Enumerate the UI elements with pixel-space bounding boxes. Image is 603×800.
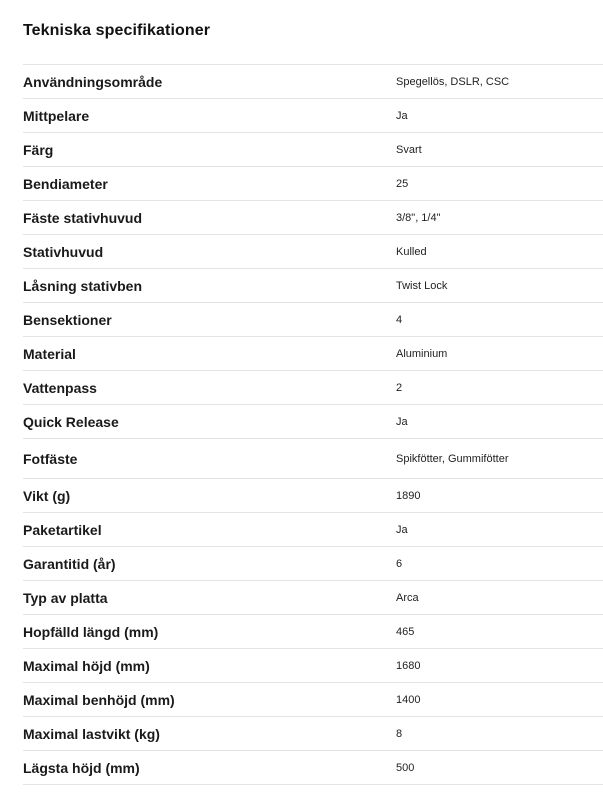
spec-label: Hopfälld längd (mm) — [23, 623, 159, 640]
spec-label: Maximal benhöjd (mm) — [23, 691, 175, 708]
spec-label: Paketartikel — [23, 521, 102, 538]
page-title: Tekniska specifikationer — [23, 22, 211, 40]
spec-label: Stativhuvud — [23, 243, 104, 260]
spec-row-garantitid — [23, 547, 603, 581]
spec-value: Svart — [396, 143, 422, 156]
spec-value: 465 — [396, 625, 415, 638]
spec-value: Kulled — [396, 245, 427, 258]
spec-row-maximal-benhojd — [23, 683, 603, 717]
spec-row-anvandningsomrade — [23, 65, 603, 99]
spec-label: Maximal lastvikt (kg) — [23, 725, 160, 742]
spec-row-lagsta-hojd — [23, 751, 603, 785]
spec-label: Låsning stativben — [23, 277, 143, 294]
spec-label: Quick Release — [23, 413, 119, 430]
spec-label: Material — [23, 345, 76, 362]
spec-row-vikt — [23, 479, 603, 513]
spec-row-maximal-lastvikt — [23, 717, 603, 751]
spec-row-vattenpass — [23, 371, 603, 405]
spec-value: Ja — [396, 109, 408, 122]
spec-label: Vattenpass — [23, 379, 97, 396]
spec-row-stativhuvud — [23, 235, 603, 269]
spec-label: Bendiameter — [23, 175, 108, 192]
spec-label: Garantitid (år) — [23, 555, 116, 572]
spec-value: 1890 — [396, 489, 421, 502]
spec-row-farg — [23, 133, 603, 167]
spec-row-typ-av-platta — [23, 581, 603, 615]
spec-value: Aluminium — [396, 347, 448, 360]
spec-label: Vikt (g) — [23, 487, 71, 504]
spec-value: 4 — [396, 313, 403, 326]
spec-label: Bensektioner — [23, 311, 112, 328]
spec-row-faste-stativhuvud — [23, 201, 603, 235]
spec-value: Twist Lock — [396, 279, 448, 292]
spec-label: Användningsområde — [23, 73, 163, 90]
spec-row-lasning-stativben — [23, 269, 603, 303]
spec-row-paketartikel — [23, 513, 603, 547]
spec-row-bendiameter — [23, 167, 603, 201]
spec-value: Ja — [396, 415, 408, 428]
spec-value: 500 — [396, 761, 415, 774]
spec-label: Lägsta höjd (mm) — [23, 759, 140, 776]
spec-value: 1680 — [396, 659, 421, 672]
spec-table — [23, 64, 603, 785]
spec-row-material — [23, 337, 603, 371]
spec-value: 25 — [396, 177, 409, 190]
spec-label: Färg — [23, 141, 54, 158]
spec-value: 8 — [396, 727, 403, 740]
spec-label: Fäste stativhuvud — [23, 209, 143, 226]
spec-row-fotfaste — [23, 439, 603, 479]
spec-value: Ja — [396, 523, 408, 536]
spec-value: 2 — [396, 381, 403, 394]
spec-value: Spegellös, DSLR, CSC — [396, 75, 510, 88]
spec-label: Maximal höjd (mm) — [23, 657, 150, 674]
spec-value: Spikfötter, Gummifötter — [396, 452, 509, 465]
spec-label: Fotfäste — [23, 450, 78, 467]
spec-value: Arca — [396, 591, 419, 604]
spec-value: 6 — [396, 557, 403, 570]
spec-label: Typ av platta — [23, 589, 108, 606]
spec-value: 1400 — [396, 693, 421, 706]
spec-row-maximal-hojd — [23, 649, 603, 683]
spec-value: 3/8", 1/4" — [396, 211, 441, 224]
spec-row-quick-release — [23, 405, 603, 439]
spec-label: Mittpelare — [23, 107, 90, 124]
spec-row-bensektioner — [23, 303, 603, 337]
spec-row-mittpelare — [23, 99, 603, 133]
spec-row-hopfalld-langd — [23, 615, 603, 649]
